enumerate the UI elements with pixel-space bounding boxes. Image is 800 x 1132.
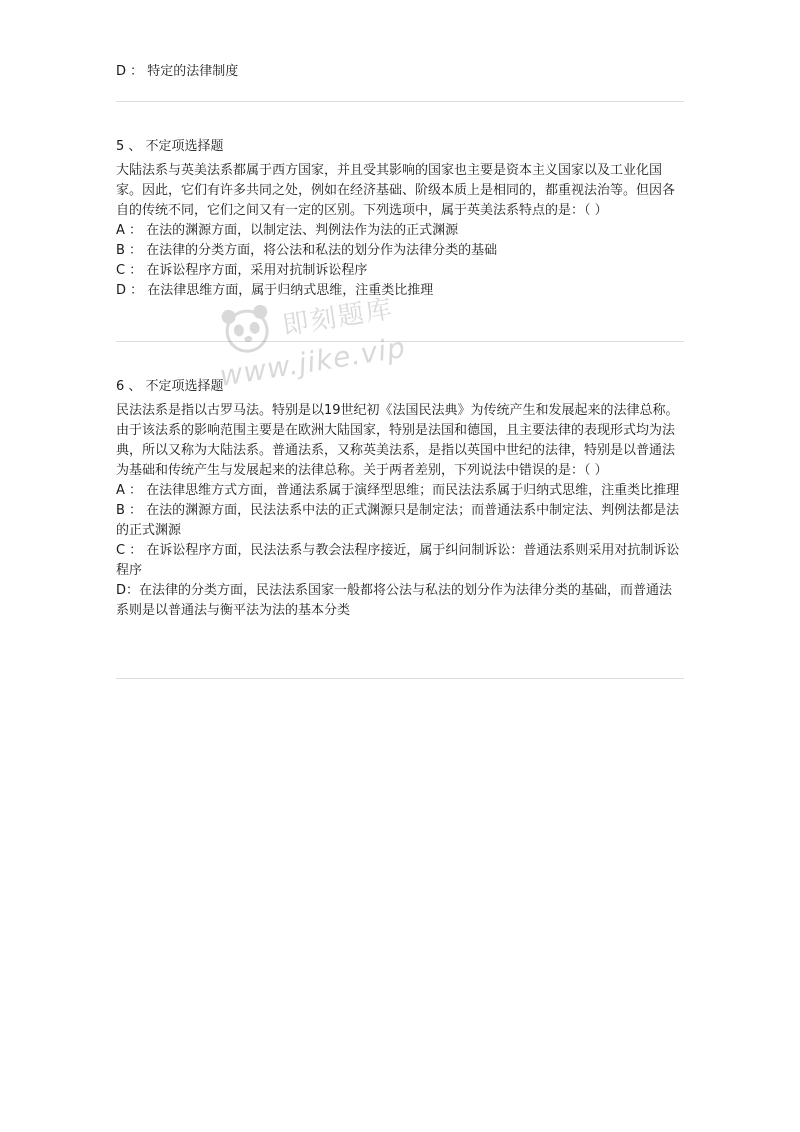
question-block <box>116 377 684 621</box>
question-stem: 大陆法系与英美法系都属于西方国家，并且受其影响的国家也主要是资本主义国家以及工业化国家。因此，它们有许多共同之处，例如在经济基础、阶级本质上是相同的，都重视法治等。但因各自的传统不同，它们之间又有一定的区别。下列选项中，属于英美法系特点的是：（ ） <box>116 163 676 218</box>
question-divider <box>116 341 684 342</box>
option-a[interactable]: A ： 在法律思维方式方面，普通法系属于演绎型思维；而民法法系属于归纳式思维，注重类比推理 <box>116 483 680 498</box>
question-header: 6 、 不定项选择题 <box>116 379 224 394</box>
option-c[interactable]: C ： 在诉讼程序方面，民法法系与教会法程序接近，属于纠问制诉讼：普通法系则采用对抗制诉讼程序 <box>116 543 680 578</box>
previous-question-tail <box>116 62 684 82</box>
option-a[interactable]: A ： 在法的渊源方面，以制定法、判例法作为法的正式渊源 <box>116 223 459 238</box>
question-header: 5 、 不定项选择题 <box>116 139 224 154</box>
option-d: D ： 特定的法律制度 <box>116 64 239 79</box>
question-divider <box>116 678 684 679</box>
option-b[interactable]: B ： 在法律的分类方面，将公法和私法的划分作为法律分类的基础 <box>116 243 498 258</box>
option-b[interactable]: B ： 在法的渊源方面，民法法系中法的正式渊源只是制定法；而普通法系中制定法、判例法都是法的正式渊源 <box>116 503 680 538</box>
panda-logo-icon <box>215 301 278 359</box>
watermark-brand: 即刻题库 <box>280 294 396 342</box>
watermark-url: www.jike.vip <box>217 330 408 393</box>
option-c[interactable]: C ： 在诉讼程序方面，采用对抗制诉讼程序 <box>116 263 368 278</box>
question-block <box>116 137 684 301</box>
option-d[interactable]: D：在法律的分类方面，民法法系国家一般都将公法与私法的划分作为法律分类的基础，而普通法系则是以普通法与衡平法为法的基本分类 <box>116 583 673 618</box>
option-d[interactable]: D ： 在法律思维方面，属于归纳式思维，注重类比推理 <box>116 283 434 298</box>
question-divider <box>116 101 684 102</box>
question-stem: 民法法系是指以古罗马法。特别是以19世纪初《法国民法典》为传统产生和发展起来的法律总称。由于该法系的影响范围主要是在欧洲大陆国家，特别是法国和德国，且主要法律的表现形式均为法典，所以又称为大陆法系。普通法系，又称英美法系，是指以英国中世纪的法律，特别是以普通法为基础和传统产生与发展起来的法律总称。关于两者差别，下列说法中错误的是：（ ） <box>116 403 679 478</box>
